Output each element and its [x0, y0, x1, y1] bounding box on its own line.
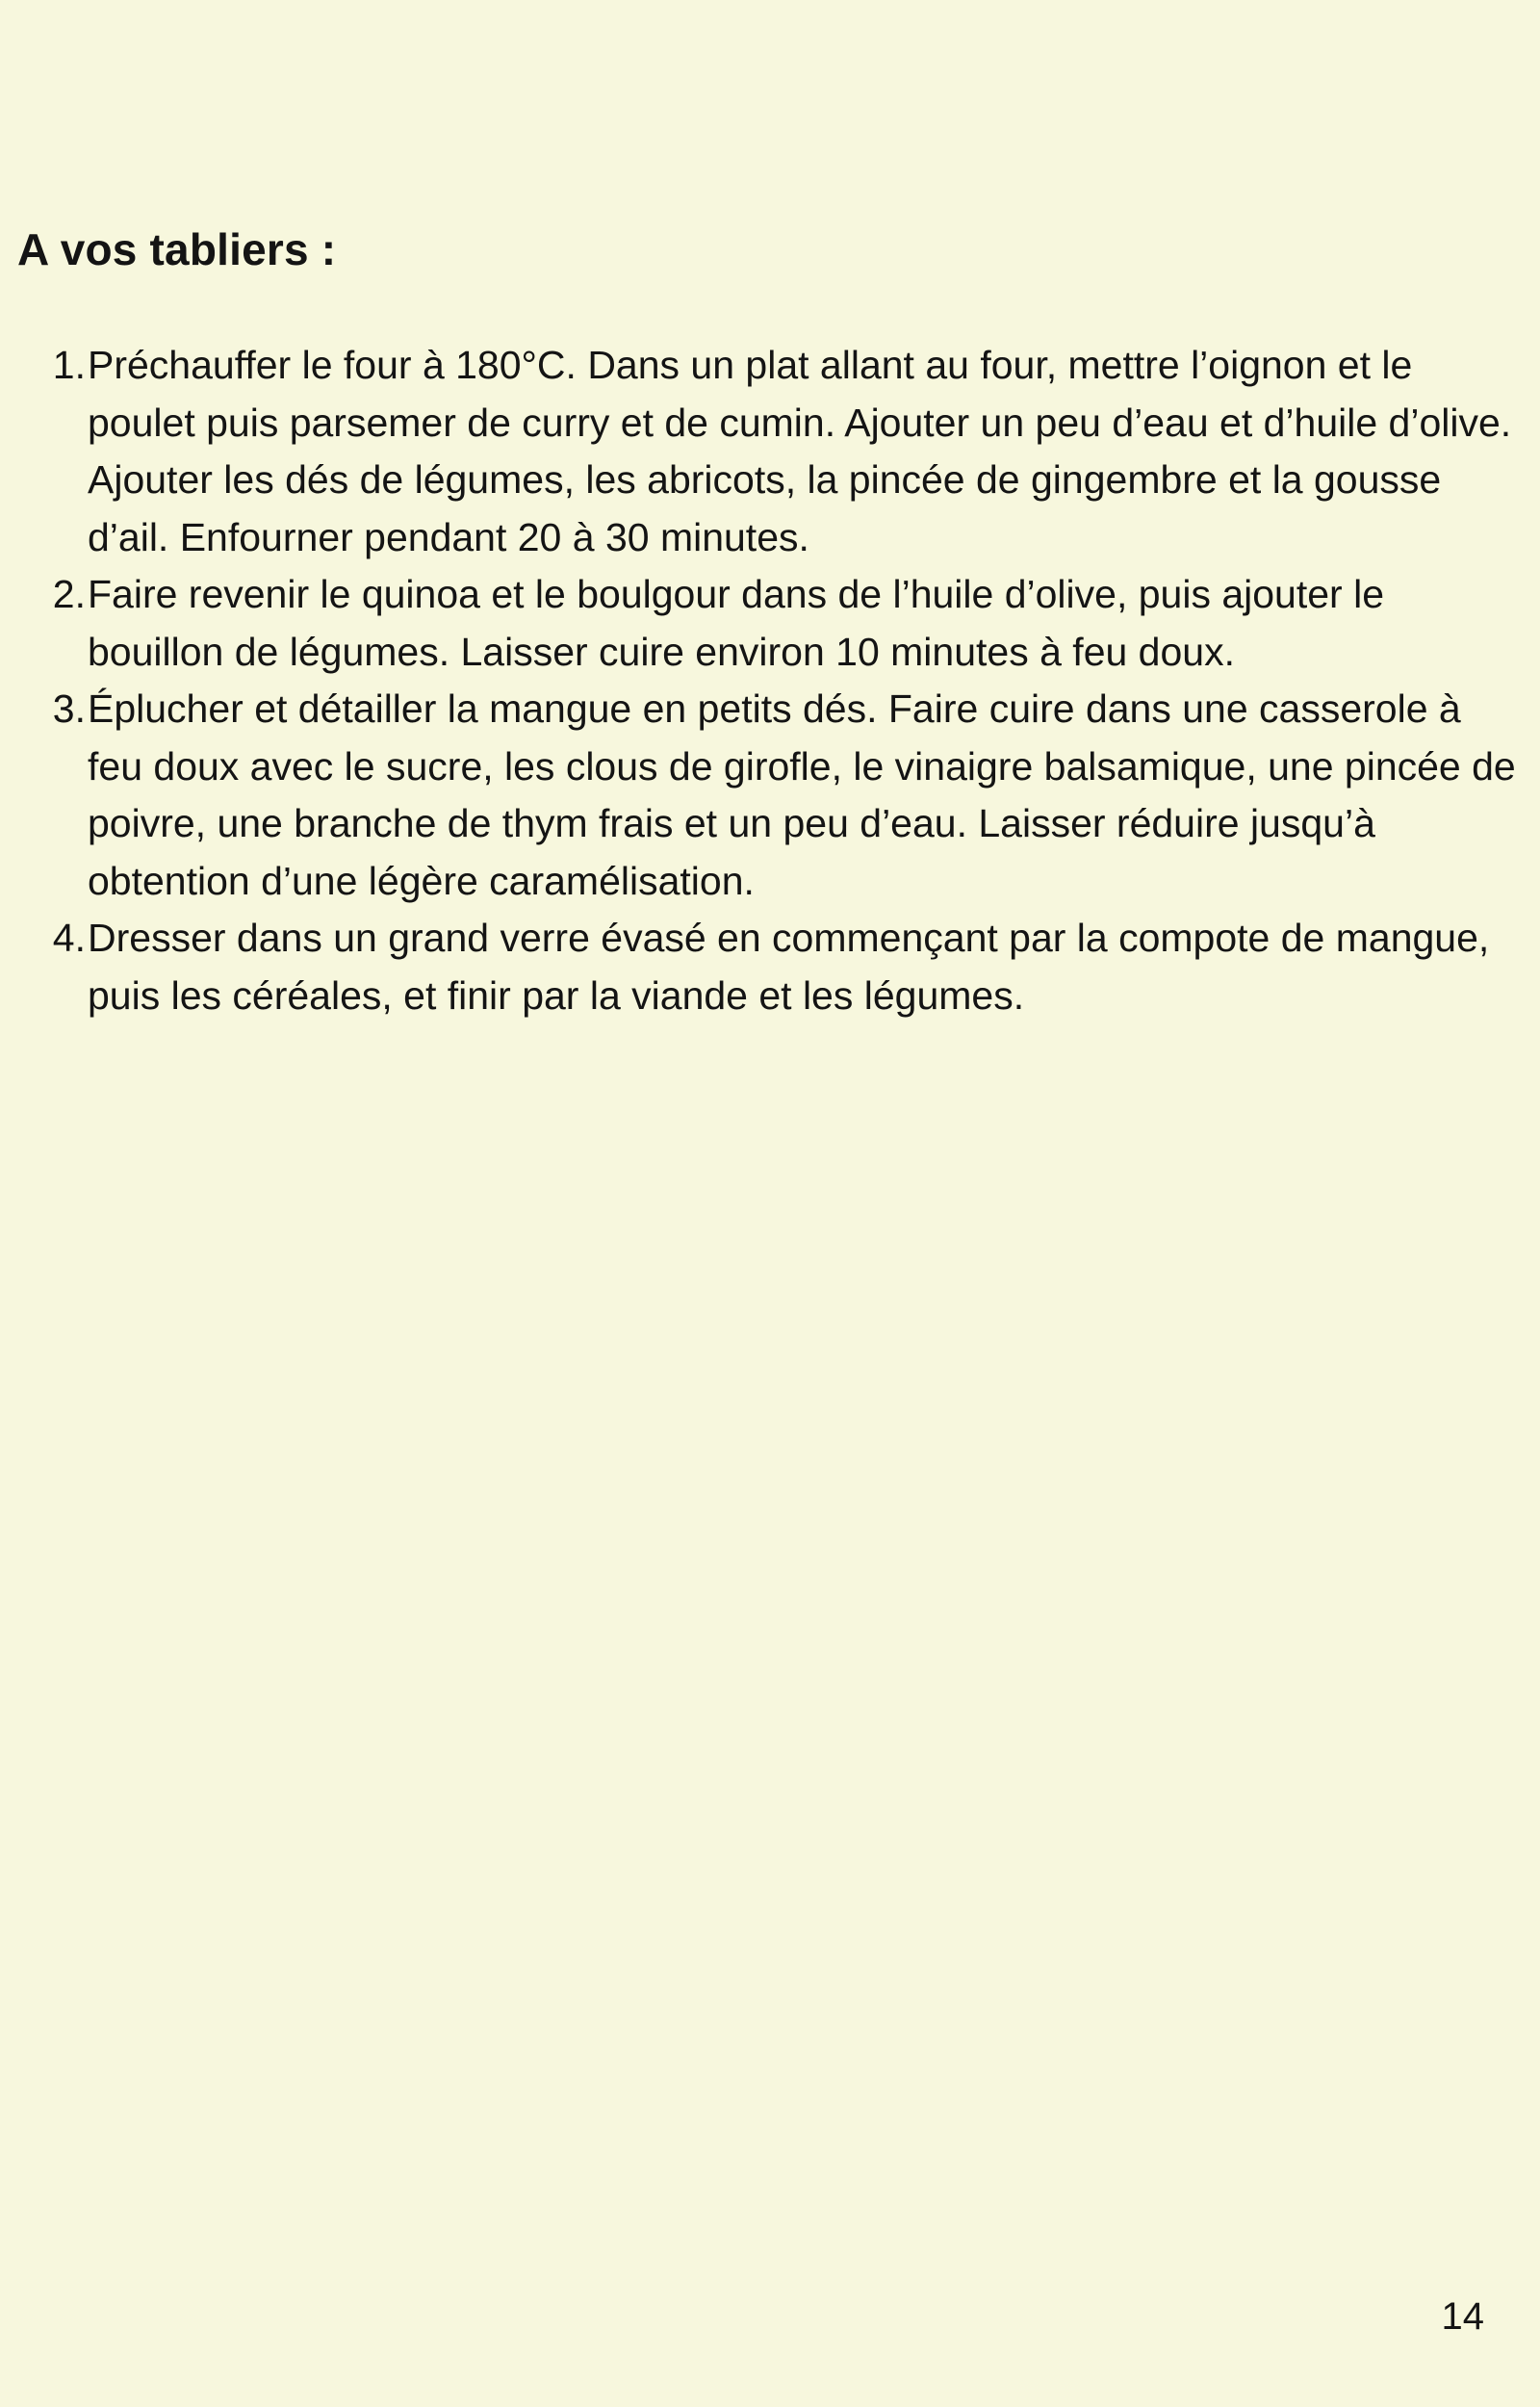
recipe-step-4 — [0, 910, 1516, 1024]
step-text: Dresser dans un grand verre évasé en commençant par la compote de mangue, puis les céréales, et finir par la viande et les légumes. — [88, 916, 1490, 1018]
recipe-steps-list — [0, 337, 1516, 1024]
page-number: 14 — [1441, 2295, 1484, 2338]
step-number: 2. — [52, 572, 86, 616]
step-number: 1. — [52, 343, 86, 387]
recipe-step-1 — [0, 337, 1516, 566]
recipe-step-3 — [0, 681, 1516, 910]
recipe-step-2 — [0, 566, 1516, 681]
section-heading: A vos tabliers : — [17, 224, 337, 274]
step-number: 4. — [52, 916, 86, 960]
step-text: Préchauffer le four à 180°C. Dans un plat allant au four, mettre l’oignon et le poulet puis parsemer de curry et de cumin. Ajouter un peu d’eau et d’huile d’olive. Ajouter les dés de légumes, les abricots, la pincée de gingembre et la gousse d’ail. Enfourner pendant 20 à 30 minutes. — [88, 343, 1512, 559]
step-number: 3. — [52, 686, 86, 731]
step-text: Éplucher et détailler la mangue en petits dés. Faire cuire dans une casserole à feu doux avec le sucre, les clous de girofle, le vinaigre balsamique, une pincée de poivre, une branche de thym frais et un peu d’eau. Laisser réduire jusqu’à obtention d’une légère caramélisation. — [88, 686, 1516, 903]
step-text: Faire revenir le quinoa et le boulgour dans de l’huile d’olive, puis ajouter le bouillon de légumes. Laisser cuire environ 10 minutes à feu doux. — [88, 572, 1384, 674]
